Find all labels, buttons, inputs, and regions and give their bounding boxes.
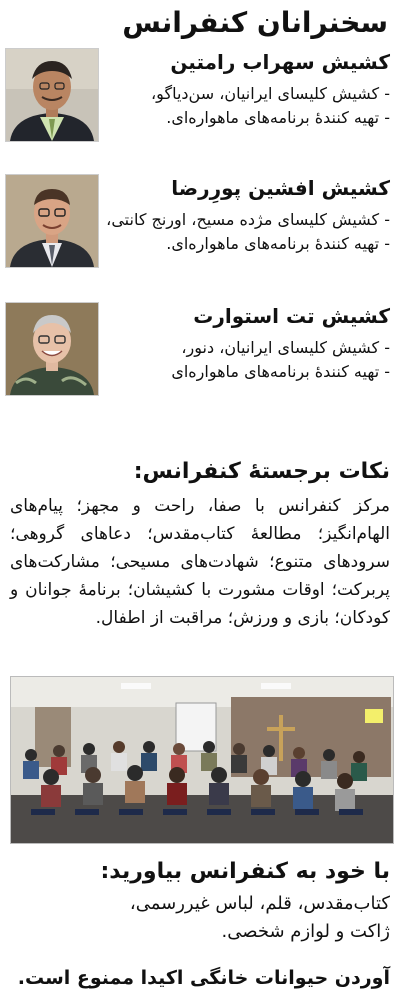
speaker-name: کشیش سهراب رامتین (170, 50, 390, 74)
speaker-role-line: - کشیش کلیسای ایرانیان، دنور، (181, 338, 390, 357)
bring-list (10, 890, 390, 946)
conference-room-photo (10, 676, 394, 844)
bring-heading: با خود به کنفرانس بیاورید: (100, 859, 390, 884)
speaker-role-line: - کشیش کلیسای ایرانیان، سن‌دیاگو، (151, 84, 390, 103)
speaker-role-line: - تهیه کنندهٔ برنامه‌های ماهواره‌ای. (166, 108, 390, 127)
page-title: سخنرانان کنفرانس (122, 6, 388, 39)
portrait-photo-icon (6, 49, 98, 141)
bring-line: ژاکت و لوازم شخصی. (221, 921, 390, 942)
conference-photo-icon (11, 677, 393, 843)
speaker-name: کشیش افشین پورِرضا (171, 176, 390, 200)
highlights-text: مرکز کنفرانس با صفا، راحت و مجهز؛ پیام‌های الهام‌انگیز؛ مطالعهٔ کتاب‌مقدس؛ دعاهای گروهی؛ سرودهای متنوع؛ شهادت‌های مسیحی؛ مشارکت‌های پربرکت؛ اوقات مشورت با کشیشان؛ برنامهٔ جوانان و کودکان؛ بازی و ورزش؛ مراقبت از اطفال. (10, 496, 390, 628)
speaker-card-1 (0, 48, 400, 170)
highlights-heading: نکات برجستهٔ کنفرانس: (133, 459, 390, 484)
speaker-card-2 (0, 174, 400, 296)
speaker-photo-3 (5, 302, 99, 396)
speaker-role-line: - تهیه کنندهٔ برنامه‌های ماهواره‌ای (171, 362, 390, 381)
speaker-info-1 (110, 48, 390, 130)
pets-warning: آوردن حیوانات خانگی اکیدا ممنوع است. (17, 967, 390, 989)
speaker-photo-2 (5, 174, 99, 268)
portrait-photo-icon (6, 303, 98, 395)
speaker-role-line: - تهیه کنندهٔ برنامه‌های ماهواره‌ای. (166, 234, 390, 253)
speaker-photo-1 (5, 48, 99, 142)
bring-line: کتاب‌مقدس، قلم، لباس غیررسمی، (129, 893, 390, 914)
speaker-card-3 (0, 302, 400, 424)
speaker-info-3 (110, 302, 390, 384)
speaker-info-2 (106, 174, 390, 256)
speaker-role-line: - کشیش کلیسای مژده مسیح، اورنج کانتی، (106, 210, 390, 229)
portrait-photo-icon (6, 175, 98, 267)
speaker-name: کشیش تت استوارت (193, 304, 390, 328)
